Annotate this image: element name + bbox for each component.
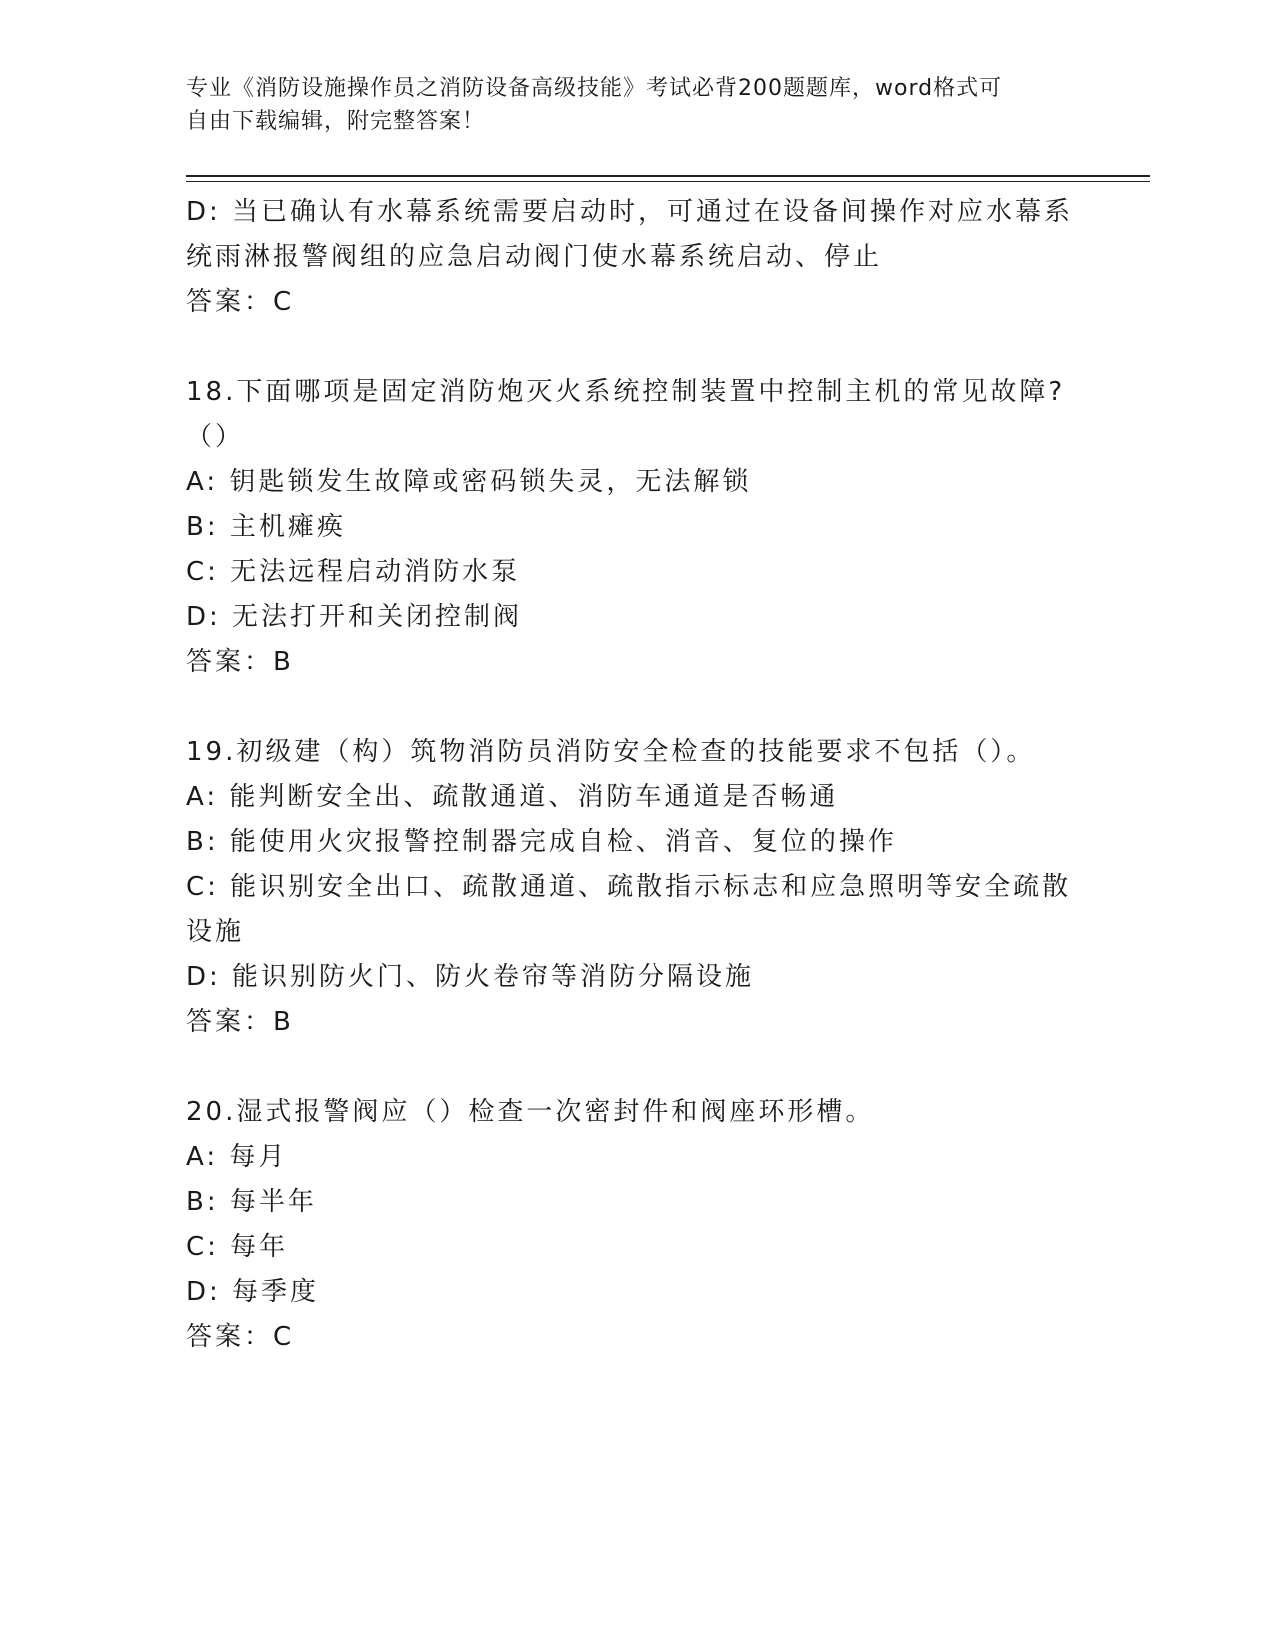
option-b: B: 每半年: [186, 1187, 317, 1217]
answer: 答案：B: [186, 1007, 294, 1037]
question-stem: 19.初级建（构）筑物消防员消防安全检查的技能要求不包括（）。: [186, 737, 1036, 767]
option-a: A: 钥匙锁发生故障或密码锁失灵，无法解锁: [186, 467, 752, 497]
answer: 答案：C: [186, 1322, 295, 1352]
answer: 答案：C: [186, 287, 295, 317]
option-d-line-2: 统雨淋报警阀组的应急启动阀门使水幕系统启动、停止: [186, 242, 883, 272]
question-content: [186, 190, 1086, 1360]
option-a: A: 能判断安全出、疏散通道、消防车通道是否畅通: [186, 782, 839, 812]
option-c: C: 每年: [186, 1232, 289, 1262]
document-header: [186, 72, 1086, 138]
option-c-line-1: C: 能识别安全出口、疏散通道、疏散指示标志和应急照明等安全疏散: [186, 872, 1072, 902]
question-stem-line-1: 18.下面哪项是固定消防炮灭火系统控制装置中控制主机的常见故障?: [186, 377, 1066, 407]
question-stem-line-2: （）: [186, 422, 245, 452]
option-c-line-2: 设施: [186, 917, 245, 947]
question-19: [186, 730, 1086, 1045]
spacer: [186, 325, 1086, 370]
question-18: [186, 370, 1086, 685]
header-line-1: 专业《消防设施操作员之消防设备高级技能》考试必背200题题库，word格式可: [186, 76, 1003, 101]
option-d: D: 无法打开和关闭控制阀: [186, 602, 523, 632]
option-b: B: 主机瘫痪: [186, 512, 346, 542]
header-line-2: 自由下载编辑，附完整答案！: [186, 109, 486, 134]
answer: 答案：B: [186, 647, 294, 677]
option-b: B: 能使用火灾报警控制器完成自检、消音、复位的操作: [186, 827, 897, 857]
spacer: [186, 1045, 1086, 1090]
header-divider-thin: [186, 181, 1150, 182]
option-d: D: 能识别防火门、防火卷帘等消防分隔设施: [186, 962, 755, 992]
continued-question: [186, 190, 1086, 325]
question-20: [186, 1090, 1086, 1360]
option-d: D: 每季度: [186, 1277, 320, 1307]
option-d-line-1: D: 当已确认有水幕系统需要启动时，可通过在设备间操作对应水幕系: [186, 197, 1074, 227]
question-stem: 20.湿式报警阀应（）检查一次密封件和阀座环形槽。: [186, 1097, 875, 1127]
option-c: C: 无法远程启动消防水泵: [186, 557, 521, 587]
option-a: A: 每月: [186, 1142, 288, 1172]
spacer: [186, 685, 1086, 730]
header-divider-thick: [186, 175, 1150, 177]
